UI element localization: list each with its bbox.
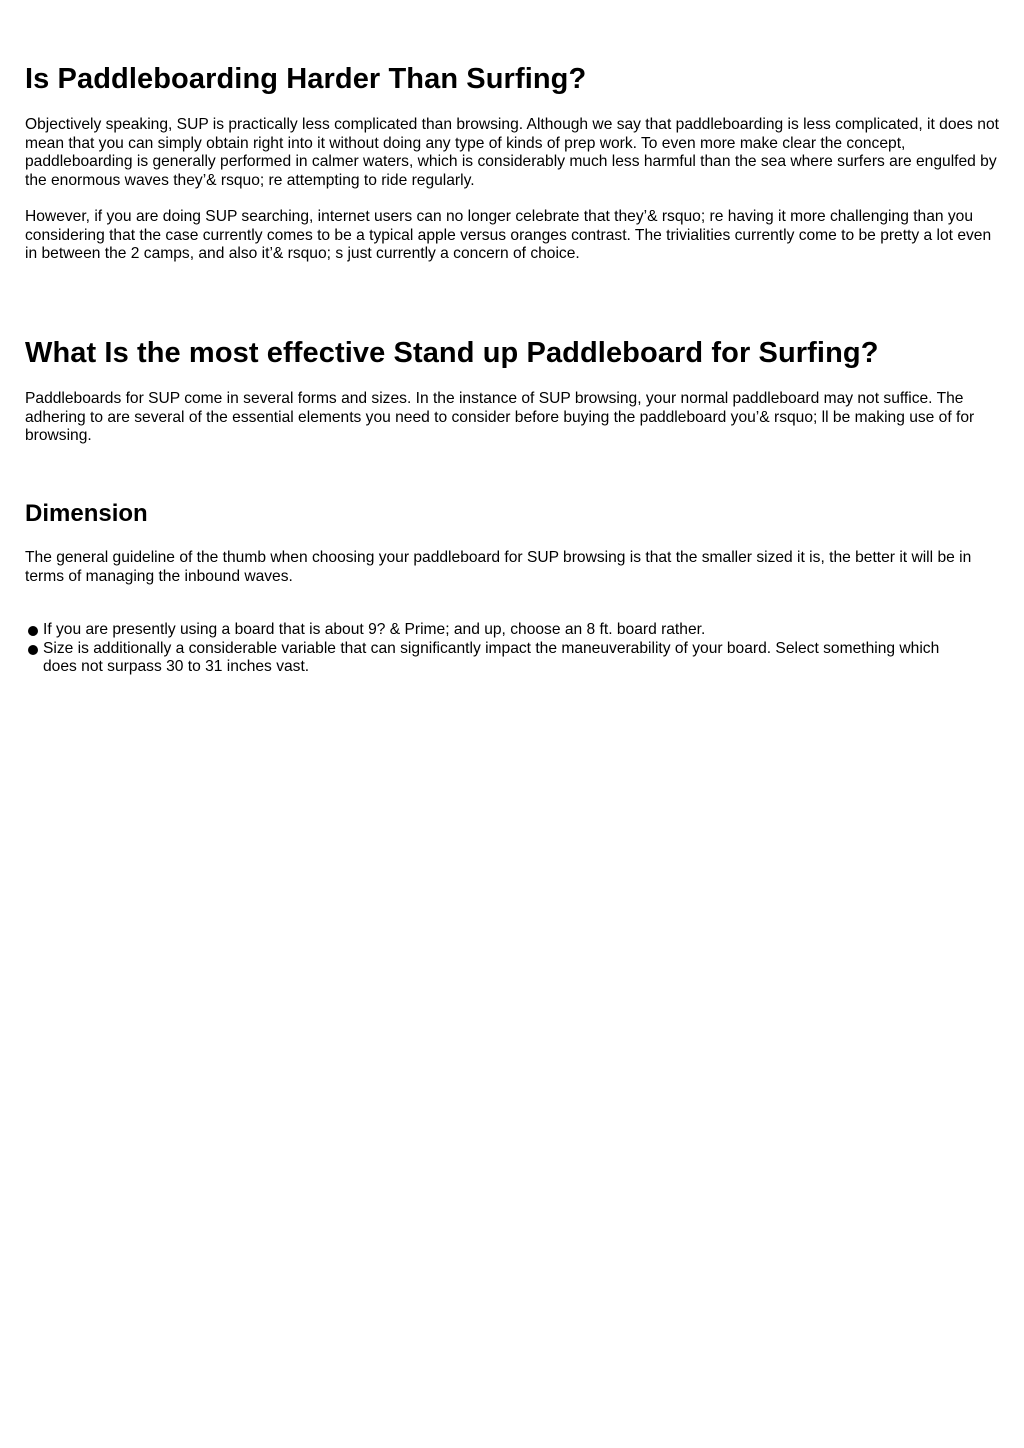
list-item-text: If you are presently using a board that is about 9? & Prime; and up, choose an 8 ft. board rather.	[43, 621, 706, 638]
paragraph-paddleboards-forms-sizes: Paddleboards for SUP come in several forms and sizes. In the instance of SUP browsing, your normal paddleboard may not suffice. The adhering to are several of the essential elements you need to consider before buying the paddleboard you’& rsquo; ll be making use of for browsing.	[25, 390, 975, 444]
list-item-text: Size is additionally a considerable variable that can significantly impact the maneuverability of your board. Select something which does not surpass 30 to 31 inches vast.	[43, 639, 940, 675]
paragraph-general-guideline: The general guideline of the thumb when choosing your paddleboard for SUP browsing is that the smaller sized it is, the better it will be in terms of managing the inbound waves.	[25, 549, 972, 585]
paragraph-however-sup-searching: However, if you are doing SUP searching, internet users can no longer celebrate that they’& rsquo; re having it more challenging than you considering that the case currently comes to be a typical apple versus oranges contrast. The trivialities currently come to be pretty a lot even in between the 2 camps, and also it’& rsquo; s just currently a concern of choice.	[25, 208, 992, 262]
subsection-heading-dimension: Dimension	[25, 500, 148, 527]
list-item	[28, 621, 968, 640]
bullet-list	[28, 621, 968, 677]
section-heading-harder-than-surfing: Is Paddleboarding Harder Than Surfing?	[25, 63, 587, 95]
list-item	[28, 640, 968, 677]
paragraph-objectively-speaking: Objectively speaking, SUP is practically less complicated than browsing. Although we say that paddleboarding is less complicated, it does not mean that you can simply obtain right into it without doing any type of kinds of prep work. To even more make clear the concept, paddleboarding is generally performed in calmer waters, which is considerably much less harmful than the sea where surfers are engulfed by the enormous waves they’& rsquo; re attempting to ride regularly.	[25, 116, 999, 189]
bullet-icon	[28, 626, 38, 636]
section-heading-best-paddleboard: What Is the most effective Stand up Paddleboard for Surfing?	[25, 337, 879, 369]
bullet-icon	[28, 645, 38, 655]
